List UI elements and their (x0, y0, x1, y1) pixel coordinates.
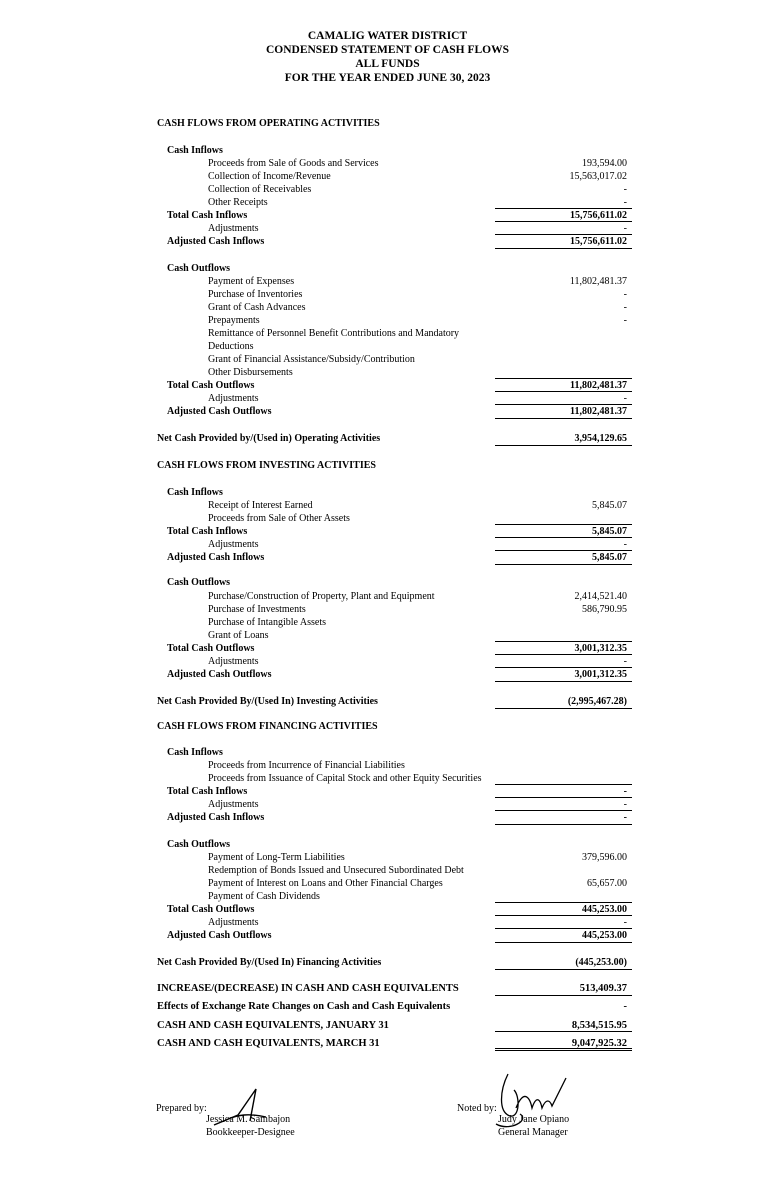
row-value: - (623, 393, 627, 404)
item-row (0, 327, 775, 340)
grand-row (0, 1037, 775, 1050)
row-value: - (623, 184, 627, 195)
manager-name: Judy Jane Opiano (498, 1114, 570, 1125)
group-row (0, 746, 775, 759)
row-value: - (623, 302, 627, 313)
row-label: Payment of Expenses (208, 276, 295, 287)
row-value: 15,756,611.02 (570, 236, 627, 247)
period-label: FOR THE YEAR ENDED JUNE 30, 2023 (284, 72, 491, 84)
item-row (0, 170, 775, 183)
row-label: Grant of Cash Advances (208, 302, 306, 313)
row-value: 3,001,312.35 (574, 669, 627, 680)
row-label: Total Cash Outflows (167, 380, 255, 391)
row-label: Collection of Income/Revenue (208, 171, 331, 182)
item-row (0, 877, 775, 890)
row-label: Grant of Financial Assistance/Subsidy/Contribution (208, 354, 415, 365)
row-label: Net Cash Provided By/(Used In) Financing Activities (157, 957, 382, 968)
row-label: Other Disbursements (208, 367, 293, 378)
row-label: Total Cash Inflows (167, 786, 248, 797)
row-value: 3,954,129.65 (574, 433, 627, 444)
row-label: Redemption of Bonds Issued and Unsecured Subordinated Debt (208, 865, 464, 876)
row-value: 15,563,017.02 (569, 171, 627, 182)
item-row (0, 288, 775, 301)
row-label: Proceeds from Sale of Other Assets (208, 513, 350, 524)
row-label: Other Receipts (208, 197, 268, 208)
row-label: Purchase of Inventories (208, 289, 303, 300)
row-value: 15,756,611.02 (570, 210, 627, 221)
row-label: Cash Outflows (167, 839, 231, 850)
row-label: Adjustments (208, 917, 259, 928)
item-row (0, 301, 775, 314)
row-value: 445,253.00 (582, 930, 627, 941)
row-value: - (623, 786, 627, 797)
underline (495, 537, 632, 538)
row-label: Cash Outflows (167, 263, 231, 274)
section-row (0, 459, 775, 472)
underline (495, 524, 632, 525)
underline (495, 969, 632, 970)
row-label: CASH AND CASH EQUIVALENTS, MARCH 31 (157, 1038, 380, 1049)
company-name: CAMALIG WATER DISTRICT (307, 30, 468, 42)
item-row (0, 798, 775, 811)
row-label: Adjusted Cash Inflows (167, 236, 265, 247)
row-label: Adjustments (208, 656, 259, 667)
row-value: 5,845.07 (592, 552, 627, 563)
underline (495, 1031, 632, 1032)
item-row (0, 512, 775, 525)
underline (495, 248, 632, 249)
net-row (0, 695, 775, 708)
total-row (0, 785, 775, 798)
underline (495, 550, 632, 551)
row-label: Receipt of Interest Earned (208, 500, 313, 511)
row-label: Remittance of Personnel Benefit Contributions and Mandatory (208, 328, 460, 339)
underline (495, 942, 632, 943)
row-value: 11,802,481.37 (570, 406, 627, 417)
underline (495, 208, 632, 209)
item-row (0, 222, 775, 235)
row-value: - (623, 223, 627, 234)
underline (495, 221, 632, 222)
underline (495, 378, 632, 379)
row-label: Prepayments (208, 315, 260, 326)
row-value: - (623, 799, 627, 810)
item-row (0, 538, 775, 551)
row-value: 193,594.00 (582, 158, 627, 169)
row-label: Payment of Long-Term Liabilities (208, 852, 345, 863)
underline (495, 641, 632, 642)
underline (495, 915, 632, 916)
underline (495, 391, 632, 392)
row-value: 11,802,481.37 (569, 276, 627, 287)
total-row (0, 209, 775, 222)
row-value: - (623, 197, 627, 208)
row-value: 2,414,521.40 (574, 591, 627, 602)
row-value: 586,790.95 (582, 604, 627, 615)
row-label: Proceeds from Sale of Goods and Services (208, 158, 379, 169)
item-row (0, 392, 775, 405)
item-row (0, 366, 775, 379)
total-row (0, 405, 775, 418)
row-label: Deductions (208, 341, 254, 352)
row-label: Adjustments (208, 539, 259, 550)
row-label: CASH FLOWS FROM INVESTING ACTIVITIES (157, 460, 376, 471)
row-value: 445,253.00 (582, 904, 627, 915)
row-label: Adjusted Cash Outflows (167, 669, 272, 680)
total-row (0, 903, 775, 916)
row-label: Purchase of Investments (208, 604, 306, 615)
row-value: 379,596.00 (582, 852, 627, 863)
underline (495, 797, 632, 798)
preparer-name: Jessica M. Sambajon (206, 1114, 291, 1125)
noted-by-caption: Noted by: (457, 1103, 497, 1114)
preparer-title: Bookkeeper-Designee (206, 1127, 295, 1138)
row-value: - (623, 1001, 627, 1012)
item-row (0, 890, 775, 903)
row-label: Cash Inflows (167, 145, 223, 156)
row-label: Total Cash Inflows (167, 526, 248, 537)
item-row (0, 275, 775, 288)
underline (495, 784, 632, 785)
group-row (0, 838, 775, 851)
underline (495, 654, 632, 655)
total-row (0, 668, 775, 681)
underline (495, 995, 632, 996)
fund-label: ALL FUNDS (355, 58, 420, 70)
row-label: CASH FLOWS FROM FINANCING ACTIVITIES (157, 721, 378, 732)
net-row (0, 956, 775, 969)
group-row (0, 576, 775, 589)
item-row (0, 603, 775, 616)
row-label: Payment of Cash Dividends (208, 891, 320, 902)
item-row (0, 629, 775, 642)
row-value: - (623, 917, 627, 928)
total-row (0, 379, 775, 392)
row-value: 5,845.07 (592, 526, 627, 537)
row-label: Adjusted Cash Inflows (167, 812, 265, 823)
row-label: CASH FLOWS FROM OPERATING ACTIVITIES (157, 118, 380, 129)
row-label: Net Cash Provided by/(Used in) Operating Activities (157, 433, 381, 444)
row-label: Adjusted Cash Outflows (167, 930, 272, 941)
section-row (0, 720, 775, 733)
row-label: Grant of Loans (208, 630, 269, 641)
group-row (0, 262, 775, 275)
underline (495, 681, 632, 682)
item-row (0, 499, 775, 512)
underline (495, 810, 632, 811)
item-row (0, 183, 775, 196)
row-label: Total Cash Inflows (167, 210, 248, 221)
statement-title: CONDENSED STATEMENT OF CASH FLOWS (265, 44, 510, 56)
underline (495, 234, 632, 235)
underline (495, 708, 632, 709)
row-value: 65,657.00 (587, 878, 627, 889)
row-label: Total Cash Outflows (167, 904, 255, 915)
group-row (0, 486, 775, 499)
row-value: 513,409.37 (579, 983, 627, 994)
row-value: - (623, 539, 627, 550)
manager-title: General Manager (498, 1127, 568, 1138)
item-row (0, 340, 775, 353)
underline (495, 667, 632, 668)
total-row (0, 811, 775, 824)
item-row (0, 864, 775, 877)
grand-row (0, 982, 775, 995)
row-label: Proceeds from Incurrence of Financial Liabilities (208, 760, 405, 771)
item-row (0, 157, 775, 170)
item-row (0, 916, 775, 929)
row-label: Proceeds from Issuance of Capital Stock and other Equity Securities (208, 773, 482, 784)
row-value: 5,845.07 (592, 500, 627, 511)
row-value: (445,253.00) (575, 957, 627, 968)
row-value: 8,534,515.95 (571, 1020, 627, 1031)
total-row (0, 235, 775, 248)
row-value: - (623, 812, 627, 823)
row-value: - (623, 656, 627, 667)
prepared-by-caption: Prepared by: (156, 1103, 207, 1114)
underline (495, 928, 632, 929)
section-row (0, 117, 775, 130)
row-label: Purchase/Construction of Property, Plant and Equipment (208, 591, 435, 602)
row-label: Collection of Receivables (208, 184, 312, 195)
underline (495, 824, 632, 825)
item-row (0, 772, 775, 785)
row-value: 11,802,481.37 (570, 380, 627, 391)
item-row (0, 759, 775, 772)
row-value: 9,047,925.32 (571, 1038, 627, 1049)
item-row (0, 616, 775, 629)
row-label: Purchase of Intangible Assets (208, 617, 327, 628)
row-value: - (623, 315, 627, 326)
row-value: - (623, 289, 627, 300)
item-row (0, 851, 775, 864)
row-label: Adjusted Cash Inflows (167, 552, 265, 563)
underline (495, 418, 632, 419)
row-label: CASH AND CASH EQUIVALENTS, JANUARY 31 (157, 1020, 389, 1031)
row-label: Adjustments (208, 223, 259, 234)
row-label: Cash Inflows (167, 747, 223, 758)
total-row (0, 642, 775, 655)
row-label: Adjusted Cash Outflows (167, 406, 272, 417)
item-row (0, 353, 775, 366)
row-label: Total Cash Outflows (167, 643, 255, 654)
row-label: Effects of Exchange Rate Changes on Cash and Cash Equivalents (157, 1001, 451, 1012)
item-row (0, 655, 775, 668)
row-label: Cash Inflows (167, 487, 223, 498)
net-row (0, 432, 775, 445)
underline (495, 902, 632, 903)
item-row (0, 314, 775, 327)
row-label: Cash Outflows (167, 577, 231, 588)
total-row (0, 551, 775, 564)
group-row (0, 144, 775, 157)
underline (495, 404, 632, 405)
grand-row (0, 1000, 775, 1013)
total-row (0, 929, 775, 942)
row-label: Payment of Interest on Loans and Other Financial Charges (208, 878, 443, 889)
row-value: (2,995,467.28) (567, 696, 627, 707)
row-label: Net Cash Provided By/(Used In) Investing Activities (157, 696, 378, 707)
underline (495, 564, 632, 565)
item-row (0, 196, 775, 209)
double-underline (495, 1048, 632, 1051)
item-row (0, 590, 775, 603)
row-label: Adjustments (208, 393, 259, 404)
row-label: Adjustments (208, 799, 259, 810)
total-row (0, 525, 775, 538)
row-value: 3,001,312.35 (574, 643, 627, 654)
underline (495, 445, 632, 446)
row-label: INCREASE/(DECREASE) IN CASH AND CASH EQUIVALENTS (157, 983, 459, 994)
grand-row (0, 1019, 775, 1032)
